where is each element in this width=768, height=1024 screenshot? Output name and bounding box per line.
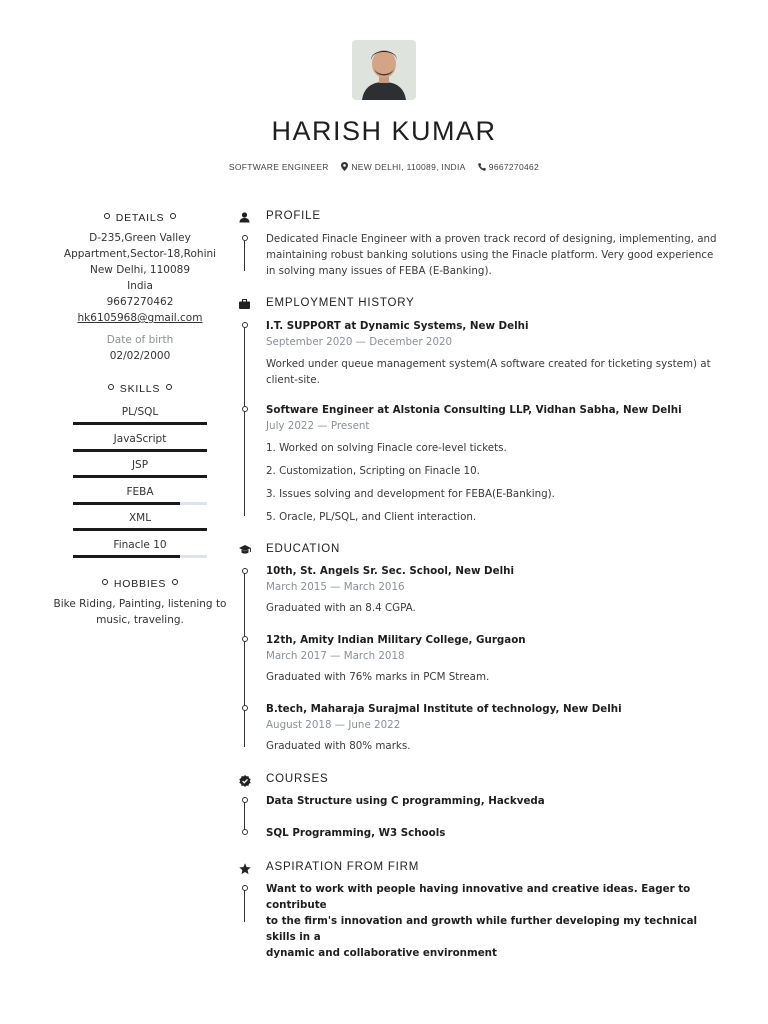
bullet-icon [108, 384, 114, 390]
job-entry [266, 318, 726, 388]
education-desc: Graduated with 80% marks. [266, 740, 411, 752]
address-line: India [127, 280, 153, 292]
aspiration-line: Want to work with people having innovative and creative ideas. Eager to contribute [266, 883, 691, 911]
skill-name: JavaScript [113, 432, 167, 445]
skill-item [50, 454, 230, 481]
education-entry [266, 563, 726, 616]
job-dates: July 2022 — Present [266, 420, 370, 432]
bullet-icon [172, 579, 178, 585]
skill-level-bar [73, 502, 207, 505]
education-desc: Graduated with 76% marks in PCM Stream. [266, 671, 490, 683]
person-photo-icon [352, 40, 416, 100]
details-heading [50, 210, 230, 226]
phone-icon [478, 163, 486, 171]
job-desc-line: client-site. [266, 374, 320, 386]
skill-name: JSP [131, 459, 149, 471]
details-heading-text: DETAILS [115, 212, 165, 224]
location-pin-icon [341, 162, 348, 171]
skill-item [50, 481, 230, 508]
bullet-icon [102, 579, 108, 585]
skill-item [50, 534, 230, 561]
timeline-dot [242, 406, 248, 412]
hobbies-heading [50, 576, 230, 592]
skill-item [50, 428, 230, 455]
skill-level-fill [73, 422, 207, 425]
timeline-dot [242, 885, 248, 891]
timeline-line [244, 322, 245, 516]
education-entry [266, 701, 726, 754]
education-title: 12th, Amity Indian Military College, Gurgaon [266, 634, 526, 646]
course-title: SQL Programming, W3 Schools [266, 827, 446, 839]
skills-list [50, 401, 230, 560]
aspiration-line: dynamic and collaborative environment [266, 947, 497, 959]
hobbies-line: music, traveling. [96, 614, 184, 626]
education-dates: March 2015 — March 2016 [266, 581, 405, 593]
skill-level-fill [73, 555, 180, 558]
timeline-dot [242, 235, 248, 241]
aspiration-line: to the firm's innovation and growth while further developing my technical skills in a [266, 915, 698, 943]
job-desc-line: 3. Issues solving and development for FEBA(E-Banking). [266, 488, 555, 500]
skill-level-bar [73, 449, 207, 452]
hobbies-heading-text: HOBBIES [113, 578, 167, 590]
skill-name: PL/SQL [121, 406, 159, 418]
skill-level-bar [73, 555, 207, 558]
badge-check-icon [239, 775, 251, 787]
profile-line: maintaining robust banking solutions using the Finacle platform. Very good experience [266, 249, 714, 261]
profile-summary [266, 231, 726, 279]
location-text: NEW DELHI, 110089, INDIA [351, 162, 466, 172]
education-entry [266, 632, 726, 685]
star-icon [239, 863, 251, 875]
course-item [266, 793, 726, 809]
skill-level-bar [73, 528, 207, 531]
skill-level-fill [73, 528, 207, 531]
phone [478, 162, 539, 172]
education-desc: Graduated with an 8.4 CGPA. [266, 602, 416, 614]
phone-text: 9667270462 [488, 162, 540, 172]
skill-level-bar [73, 475, 207, 478]
job-title: I.T. SUPPORT at Dynamic Systems, New Delhi [266, 320, 529, 332]
skill-level-bar [73, 422, 207, 425]
timeline-dot [242, 829, 248, 835]
aspiration-heading: ASPIRATION FROM FIRM [266, 861, 420, 873]
profile-line: in solving many issues of FEBA (E-Banking). [266, 265, 492, 277]
job-desc-line: 5. Oracle, PL/SQL, and Client interaction. [266, 511, 477, 523]
location [341, 162, 467, 172]
education-dates: March 2017 — March 2018 [266, 650, 405, 662]
course-title: Data Structure using C programming, Hackveda [266, 795, 545, 807]
skill-item [50, 401, 230, 428]
skill-level-fill [73, 502, 180, 505]
timeline-dot [242, 705, 248, 711]
graduation-cap-icon [239, 545, 251, 555]
address-line: New Delhi, 110089 [89, 264, 191, 276]
profile-photo [352, 40, 416, 100]
skill-item [50, 507, 230, 534]
courses-heading: COURSES [266, 773, 329, 785]
job-title: Software Engineer at Alstonia Consulting LLP, Vidhan Sabha, New Delhi [266, 404, 682, 416]
education-heading: EDUCATION [266, 543, 341, 555]
job-entry [266, 402, 726, 525]
education-dates: August 2018 — June 2022 [266, 719, 401, 731]
candidate-name: HARISH KUMAR [271, 116, 497, 146]
skill-name: XML [128, 512, 152, 524]
aspiration-text [266, 881, 726, 961]
education-title: 10th, St. Angels Sr. Sec. School, New Delhi [266, 565, 514, 577]
timeline-dot [242, 636, 248, 642]
address-line: Appartment,Sector-18,Rohini [63, 248, 217, 260]
dob-value: 02/02/2000 [109, 350, 171, 362]
timeline-dot [242, 322, 248, 328]
briefcase-icon [239, 299, 250, 309]
header-subline [0, 162, 768, 172]
address-line: D-235,Green Valley [89, 232, 191, 244]
job-title: SOFTWARE ENGINEER [228, 162, 329, 172]
bullet-icon [166, 384, 172, 390]
details-phone: 9667270462 [106, 296, 174, 308]
job-desc-line: 2. Customization, Scripting on Finacle 10. [266, 465, 480, 477]
email-link[interactable]: hk6105968@gmail.com [77, 312, 203, 324]
hobbies-line: Bike Riding, Painting, listening to [53, 598, 227, 610]
profile-line: Dedicated Finacle Engineer with a proven track record of designing, implementing, and [266, 233, 717, 245]
timeline-line [244, 568, 245, 747]
hobbies-text [50, 596, 230, 628]
skills-heading [50, 381, 230, 397]
timeline-dot [242, 568, 248, 574]
skill-name: Finacle 10 [113, 538, 167, 551]
education-title: B.tech, Maharaja Surajmal Institute of technology, New Delhi [266, 703, 622, 715]
dob-label: Date of birth [106, 334, 174, 346]
job-desc-line: 1. Worked on solving Finacle core-level tickets. [266, 442, 507, 454]
left-column [50, 210, 230, 628]
skill-level-fill [73, 475, 207, 478]
bullet-icon [104, 213, 110, 219]
timeline-dot [242, 797, 248, 803]
person-icon [239, 212, 250, 223]
skill-name: FEBA [126, 485, 154, 498]
skill-level-fill [73, 449, 207, 452]
course-item [266, 825, 726, 841]
employment-heading: EMPLOYMENT HISTORY [266, 297, 415, 309]
job-dates: September 2020 — December 2020 [266, 336, 453, 348]
skills-heading-text: SKILLS [119, 383, 161, 395]
profile-heading: PROFILE [266, 210, 321, 222]
job-desc-line: Worked under queue management system(A software created for ticketing system) at [266, 358, 711, 370]
bullet-icon [170, 213, 176, 219]
